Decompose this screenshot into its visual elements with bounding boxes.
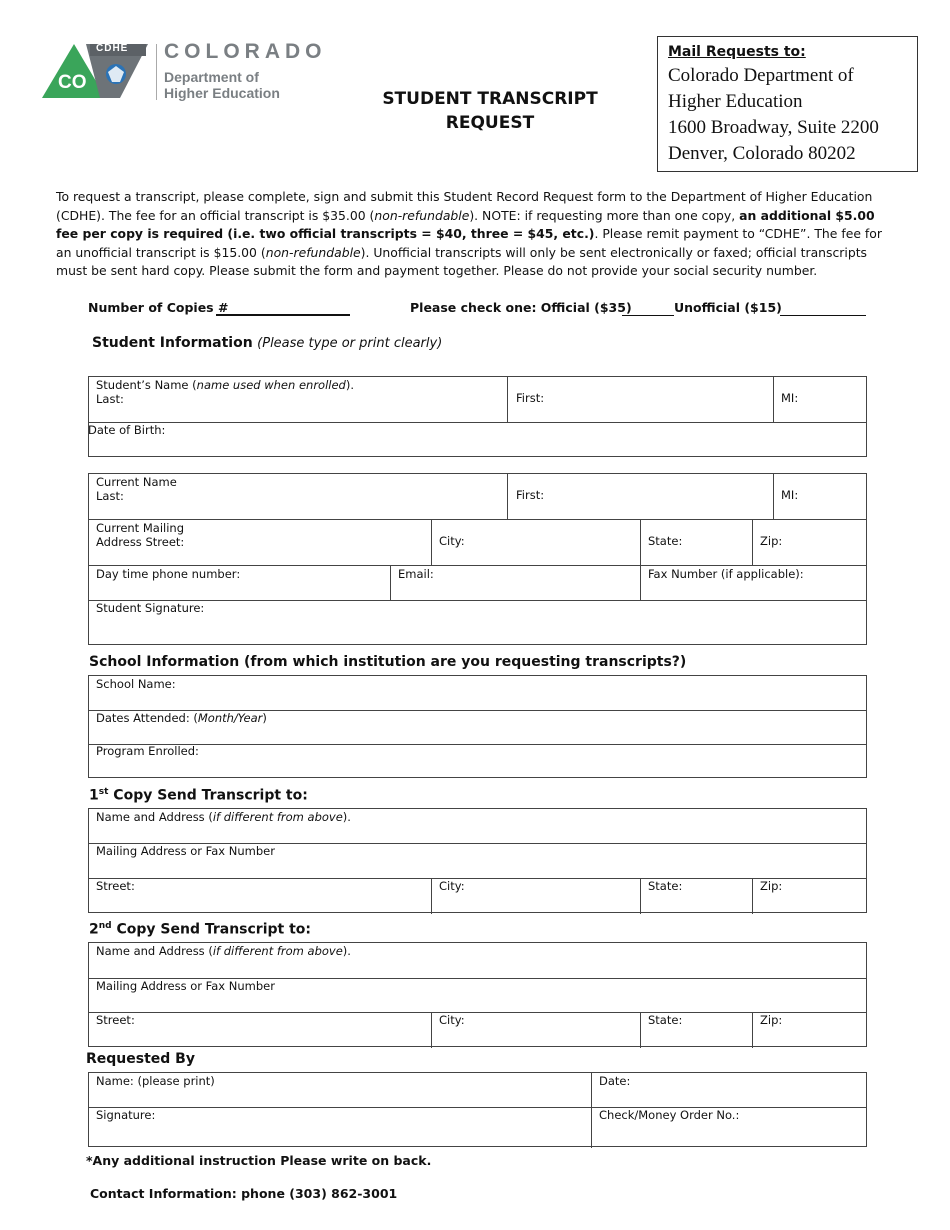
official-check-line[interactable] — [622, 315, 674, 316]
copy1-sup: st — [98, 787, 109, 797]
copy2-text: Copy Send Transcript to: — [111, 921, 311, 938]
label-text: Name and Address ( — [96, 810, 213, 824]
student-name-mi-field[interactable]: MI: — [781, 391, 799, 405]
logo-dept-line2: Higher Education — [164, 85, 280, 101]
copy1-city-field[interactable]: City: — [439, 879, 465, 893]
copy2-state-field[interactable]: State: — [648, 1013, 683, 1027]
check-money-order-field[interactable]: Check/Money Order No.: — [599, 1108, 740, 1122]
row-divider — [89, 878, 866, 879]
school-info-table — [88, 675, 867, 778]
logo-dept-line1: Department of — [164, 69, 259, 85]
copy2-city-field[interactable]: City: — [439, 1013, 465, 1027]
page-title — [370, 87, 610, 135]
mail-line4: Denver, Colorado 80202 — [668, 143, 856, 164]
row-divider — [89, 600, 866, 601]
current-name-mi-field[interactable]: MI: — [781, 488, 799, 502]
label-text: ). — [342, 944, 351, 958]
copy1-num: 1 — [89, 787, 99, 804]
mail-line1: Colorado Department of — [668, 65, 854, 86]
student-info-note: (Please type or print clearly) — [257, 336, 443, 351]
col-divider — [431, 878, 432, 914]
request-date-field[interactable]: Date: — [599, 1074, 631, 1088]
dates-attended-field[interactable] — [96, 711, 267, 725]
intro-paragraph — [56, 188, 892, 281]
mail-line3: 1600 Broadway, Suite 2200 — [668, 117, 879, 138]
col-divider — [507, 377, 508, 422]
col-divider — [390, 565, 391, 600]
official-check-label: Please check one: Official ($35) — [410, 300, 632, 315]
mail-line2: Higher Education — [668, 91, 803, 112]
mailing-city-field[interactable]: City: — [439, 534, 465, 548]
copy2-table — [88, 942, 867, 1047]
fax-field[interactable]: Fax Number (if applicable): — [648, 567, 804, 581]
col-divider — [431, 1012, 432, 1048]
label-italic: if different from above — [212, 810, 343, 824]
student-name-last-field[interactable] — [96, 378, 354, 406]
current-name-last-field[interactable] — [96, 475, 177, 503]
mail-heading: Mail Requests to: — [668, 44, 806, 60]
label-italic: name used when enrolled — [196, 378, 346, 392]
copies-input-line[interactable] — [216, 314, 350, 316]
copy1-name-address-field[interactable] — [96, 810, 351, 824]
label-text: ). — [342, 810, 351, 824]
intro-text-2: ). NOTE: if requesting more than one copy, — [469, 207, 740, 223]
copies-label: Number of Copies # — [88, 300, 229, 315]
copy1-street-field[interactable]: Street: — [96, 879, 135, 893]
col-divider — [640, 519, 641, 600]
logo-badge: CDHE — [96, 43, 129, 54]
row-divider — [89, 1107, 866, 1108]
intro-italic-1: non-refundable — [374, 207, 470, 223]
intro-bold: an additional $5.00 fee per copy is required (i.e. two official transcripts = $40, three = $45, etc.) — [56, 207, 875, 241]
copy2-num: 2 — [89, 921, 99, 938]
col-divider — [640, 1012, 641, 1048]
requested-by-table — [88, 1072, 867, 1147]
copy1-text: Copy Send Transcript to: — [108, 787, 308, 804]
program-enrolled-field[interactable]: Program Enrolled: — [96, 744, 199, 758]
title-line1: STUDENT TRANSCRIPT — [382, 89, 598, 109]
col-divider — [752, 519, 753, 565]
logo-divider — [156, 44, 157, 100]
mailing-street-field[interactable] — [96, 521, 184, 549]
label-italic: if different from above — [212, 944, 343, 958]
label-text: ). — [345, 378, 354, 392]
row-divider — [89, 422, 866, 423]
current-info-table — [88, 473, 867, 645]
student-signature-field[interactable]: Student Signature: — [96, 601, 205, 615]
col-divider — [640, 878, 641, 914]
phone-field[interactable]: Day time phone number: — [96, 567, 241, 581]
row-divider — [89, 519, 866, 520]
student-info-heading — [92, 335, 442, 351]
additional-instruction-note: *Any additional instruction Please write on back. — [86, 1153, 432, 1168]
label-text: ) — [262, 711, 267, 725]
label-text: Current Name — [96, 475, 177, 489]
copy2-name-address-field[interactable] — [96, 944, 351, 958]
copy1-state-field[interactable]: State: — [648, 879, 683, 893]
col-divider — [591, 1073, 592, 1148]
requester-signature-field[interactable]: Signature: — [96, 1108, 156, 1122]
unofficial-check-label: Unofficial ($15) — [674, 300, 782, 315]
intro-text-1: To request a transcript, please complete, sign and submit this Student Record Request form to the Department of Higher Education (CDHE). The fee for an official transcript is $35.00 ( — [56, 189, 873, 223]
label-italic: Month/Year — [197, 711, 263, 725]
logo-wordmark: COLORADO — [164, 40, 327, 63]
col-divider — [431, 519, 432, 565]
school-info-heading: School Information (from which institution are you requesting transcripts?) — [89, 654, 687, 670]
row-divider — [89, 744, 866, 745]
copy2-street-field[interactable]: Street: — [96, 1013, 135, 1027]
copy2-mailing-field[interactable]: Mailing Address or Fax Number — [96, 979, 275, 993]
requested-by-heading: Requested By — [86, 1051, 195, 1067]
copy2-heading — [89, 921, 311, 938]
last-label: Last: — [96, 489, 124, 503]
intro-text-4: ). Unofficial transcripts will only be sent electronically or faxed; official transcripts must be sent hard copy. Please submit the form and payment together. Please do not provide your social security number. — [56, 244, 868, 278]
email-field[interactable]: Email: — [398, 567, 434, 581]
school-name-field[interactable]: School Name: — [96, 677, 176, 691]
mail-requests-box — [657, 36, 918, 172]
label-text: Current Mailing — [96, 521, 184, 535]
row-divider — [89, 1012, 866, 1013]
col-divider — [752, 1012, 753, 1048]
mailing-zip-field[interactable]: Zip: — [760, 534, 783, 548]
last-label: Last: — [96, 392, 124, 406]
col-divider — [773, 474, 774, 519]
copy1-heading — [89, 787, 308, 804]
logo-co: CO — [58, 72, 87, 93]
copy1-table — [88, 808, 867, 913]
col-divider — [507, 474, 508, 519]
label-text: Name and Address ( — [96, 944, 213, 958]
label-text: Student’s Name ( — [96, 378, 197, 392]
student-info-title: Student Information — [92, 335, 253, 351]
intro-text-3: . Please remit payment to “CDHE”. The fee for an unofficial transcript is $15.00 ( — [56, 226, 882, 260]
student-name-table — [88, 376, 867, 457]
row-divider — [89, 565, 866, 566]
copy2-sup: nd — [98, 921, 112, 931]
mailing-state-field[interactable]: State: — [648, 534, 683, 548]
copy1-mailing-field[interactable]: Mailing Address or Fax Number — [96, 844, 275, 858]
cdhe-logo — [42, 42, 152, 100]
title-line2: REQUEST — [445, 113, 535, 133]
copy1-zip-field[interactable]: Zip: — [760, 879, 783, 893]
col-divider — [773, 377, 774, 422]
copy2-zip-field[interactable]: Zip: — [760, 1013, 783, 1027]
current-name-first-field[interactable]: First: — [516, 488, 545, 502]
contact-information: Contact Information: phone (303) 862-3001 — [90, 1186, 398, 1201]
label-text: Dates Attended: ( — [96, 711, 198, 725]
col-divider — [752, 878, 753, 914]
intro-italic-2: non-refundable — [265, 244, 361, 260]
student-name-first-field[interactable]: First: — [516, 391, 545, 405]
unofficial-check-line[interactable] — [780, 315, 866, 316]
date-of-birth-field[interactable]: Date of Birth: — [88, 423, 166, 437]
requester-name-field[interactable]: Name: (please print) — [96, 1074, 215, 1088]
label-text: Address Street: — [96, 535, 185, 549]
